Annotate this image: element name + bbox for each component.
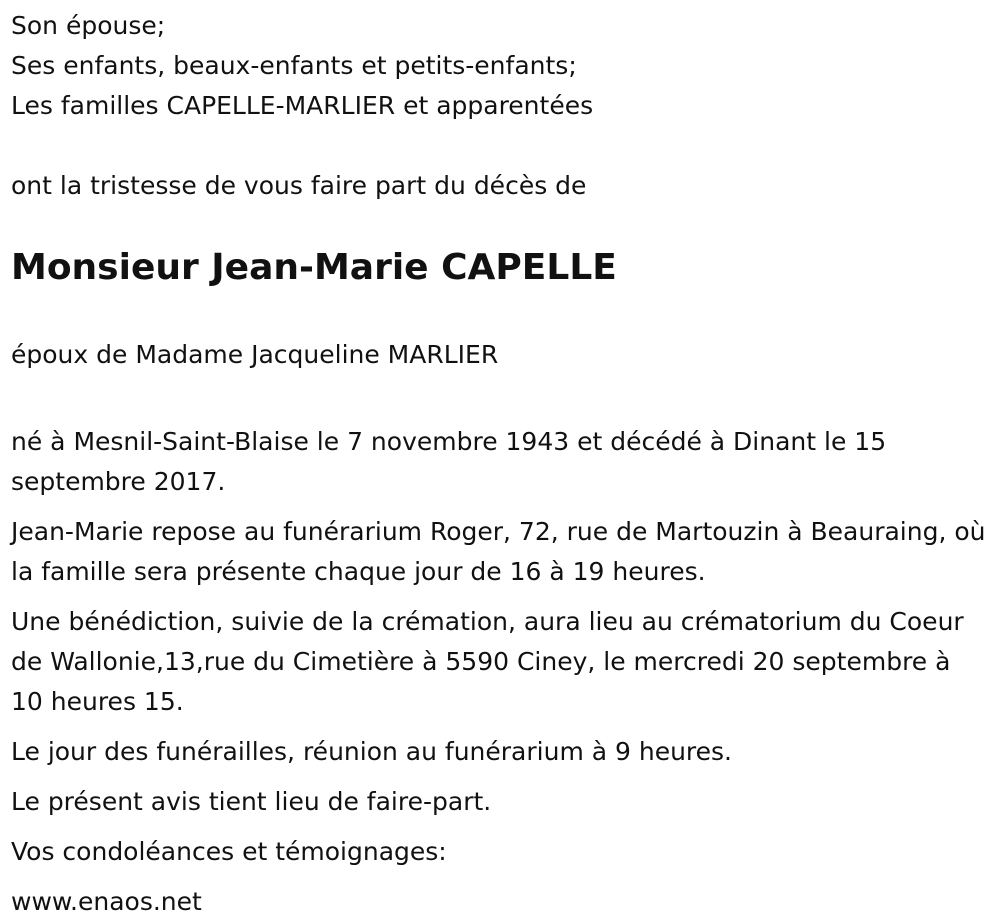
spouse-line: époux de Madame Jacqueline MARLIER [11, 340, 499, 369]
meeting-text: Le jour des funérailles, réunion au funérarium à 9 heures. [11, 737, 733, 766]
deceased-name: Monsieur Jean-Marie CAPELLE [11, 247, 617, 288]
birth-death-text: né à Mesnil-Saint-Blaise le 7 novembre 1943 et décédé à Dinant le 15 septembre 2017. [11, 427, 887, 496]
condolences-label: Vos condoléances et témoignages: [11, 837, 447, 866]
website-link[interactable]: www.enaos.net [11, 887, 202, 916]
viewing-text: Jean-Marie repose au funérarium Roger, 72, rue de Martouzin à Beauraing, où la famille sera présente chaque jour de 16 à 19 heures. [11, 517, 986, 586]
family-line-spouse: Son épouse; [11, 11, 166, 40]
family-line-families: Les familles CAPELLE-MARLIER et apparentées [11, 91, 594, 120]
ceremony-text: Une bénédiction, suivie de la crémation, aura lieu au crématorium du Coeur de Wallonie,13,rue du Cimetière à 5590 Ciney, le mercredi 20 septembre à 10 heures 15. [11, 607, 964, 716]
announcement-text: ont la tristesse de vous faire part du décès de [11, 171, 587, 200]
notice-statement: Le présent avis tient lieu de faire-part. [11, 787, 492, 816]
obituary-notice [11, 6, 986, 922]
family-line-children: Ses enfants, beaux-enfants et petits-enfants; [11, 51, 577, 80]
